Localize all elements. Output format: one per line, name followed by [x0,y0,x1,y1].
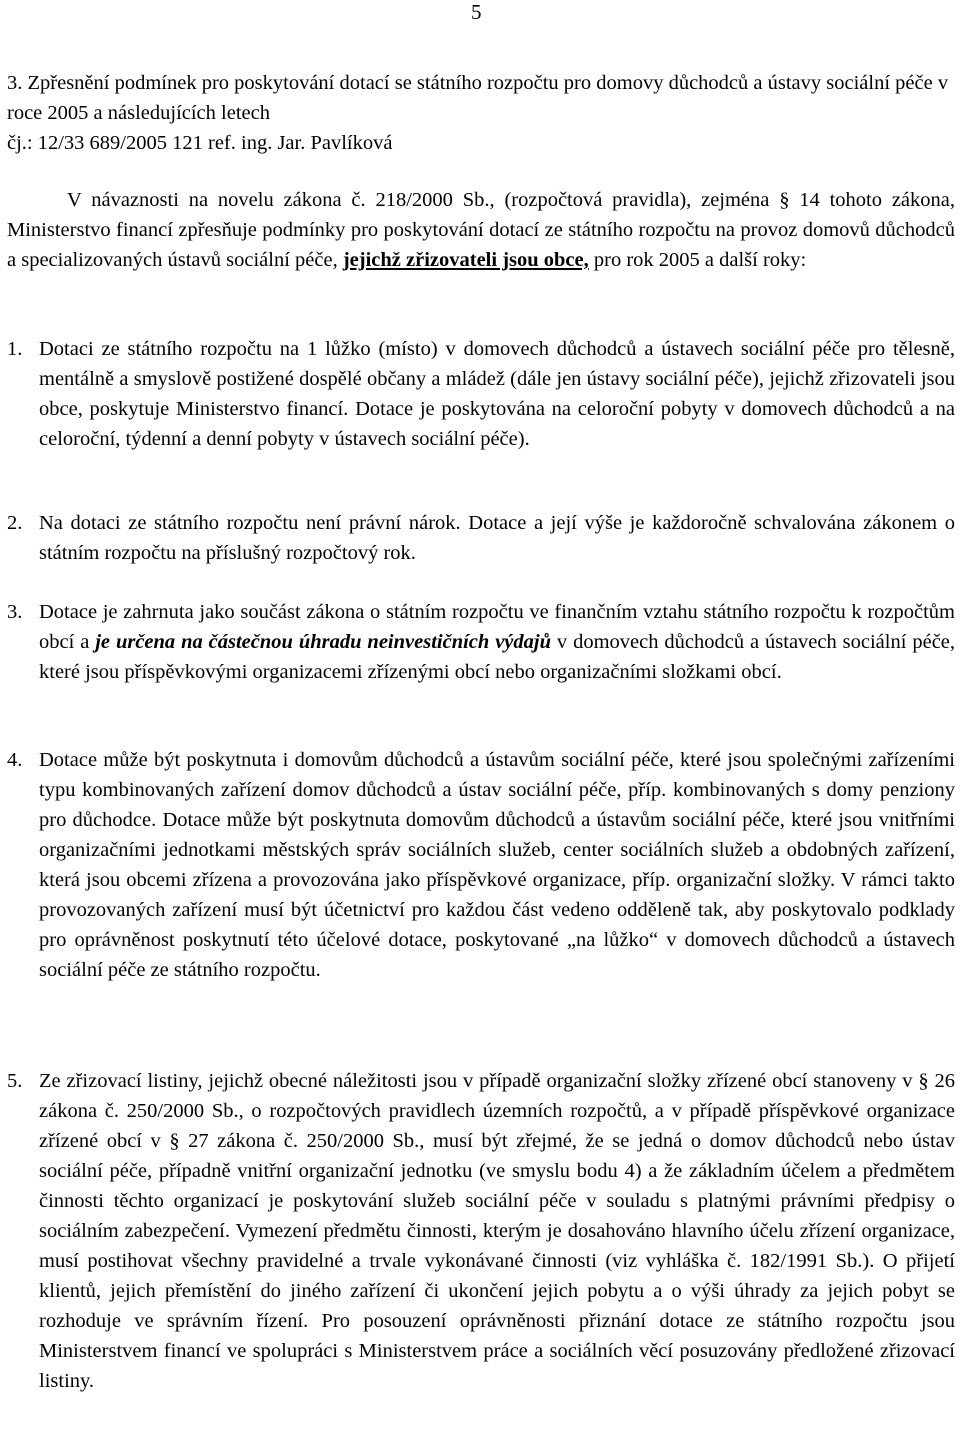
intro-paragraph [7,185,955,275]
item-text: Dotace může být poskytnuta i domovům důchodců a ústavům sociální péče, které jsou společnými zařízeními typu kombinovaných zařízení domov důchodců a ústav sociální péče, příp. kombinovaných s domy penziony pro důchodce. Dotace může být poskytnuta domovům důchodců a ústavům sociální péče, které jsou vnitřními organizačními jednotkami městských správ sociálních služeb, center sociálních služeb a obdobných zařízení, která jsou obcemi zřízena a provozována jako příspěvkové organizace, příp. organizační složky. V rámci takto provozovaných zařízení musí být účetnictví pro každou část vedeno odděleně tak, aby poskytovalo podklady pro oprávněnost poskytnutí této účelové dotace, poskytované „na lůžko“ v domovech důchodců a ústavech sociální péče ze státního rozpočtu. [39,749,955,981]
item-number: 3. [7,601,23,623]
item-number: 4. [7,749,23,771]
item-text: Dotaci ze státního rozpočtu na 1 lůžko (místo) v domovech důchodců a ústavech sociální péče pro tělesně, mentálně a smyslově postižené dospělé občany a mládež (dále jen ústavy sociální péče), jejichž zřizovateli jsou obce, poskytuje Ministerstvo financí. Dotace je poskytována na celoroční pobyty v domovech důchodců a na celoroční, týdenní a denní pobyty v ústavech sociální péče). [39,338,955,450]
item-number: 5. [7,1070,23,1092]
intro-tail: pro rok 2005 a další roky: [588,249,807,271]
item-text-after: v domovech důchodců a ústavech sociální péče, které jsou příspěvkovými organizacemi zřízenými obcí nebo organizačními složkami obcí. [39,631,956,683]
item-number: 1. [7,338,23,360]
intro-lead: V návaznosti na novelu zákona č. 218/2000 Sb., (rozpočtová pravidla), zejména § 14 tohoto zákona, Ministerstvo financí zpřesňuje podmínky pro poskytování dotací ze státního rozpočtu na provoz domovů důchodců a specializovaných ústavů sociální péče, [7,189,955,271]
numbered-item-1 [7,334,955,454]
numbered-item-2 [7,508,955,568]
page-number: 5 [471,0,482,24]
section-heading [7,68,955,158]
numbered-item-4 [7,745,955,985]
item-text: Ze zřizovací listiny, jejichž obecné náležitosti jsou v případě organizační složky zřízené obcí stanoveny v § 26 zákona č. 250/2000 Sb., o rozpočtových pravidlech územních rozpočtů, a v případě příspěvkové organizace zřízené obcí v § 27 zákona č. 250/2000 Sb., musí být zřejmé, že se jedná o domov důchodců nebo ústav sociální péče, případně vnitřní organizační jednotku (ve smyslu bodu 4) a že základním účelem a předmětem činnosti těchto organizací je poskytování služeb sociální péče v souladu s platnými právními předpisy o sociálním zabezpečení. Vymezení předmětu činnosti, kterým je dosahováno hlavního účelu zřízení organizace, musí postihovat všechny pravidelné a trvale vykonávané činnosti (viz vyhláška č. 182/1991 Sb.). O přijetí klientů, jejich přemístění do jiného zařízení či ukončení jejich pobytu a o výši úhrady za jejich pobyt se rozhoduje ve správním řízení. Pro posouzení oprávněnosti přiznání dotace ze státního rozpočtu jsou Ministerstvem financí ve spolupráci s Ministerstvem práce a sociálních věcí posuzovány předložené zřizovací listiny. [39,1070,955,1392]
item-number: 2. [7,512,23,534]
item-text-before: Dotace je zahrnuta jako součást zákona o státním rozpočtu ve finančním vztahu státního rozpočtu k rozpočtům obcí a [39,601,955,653]
intro-emphasis: jejichž zřizovateli jsou obce, [342,249,589,271]
numbered-item-5 [7,1066,955,1396]
section-title: 3. Zpřesnění podmínek pro poskytování dotací se státního rozpočtu pro domovy důchodců a ústavy sociální péče v roce 2005 a následujících letech [7,72,949,124]
item-emphasis: je určena na částečnou úhradu neinvestičních výdajů [95,631,552,653]
item-text: Na dotaci ze státního rozpočtu není právní nárok. Dotace a její výše je každoročně schvalována zákonem o státním rozpočtu na příslušný rozpočtový rok. [39,512,955,564]
reference-line: čj.: 12/33 689/2005 121 ref. ing. Jar. Pavlíková [7,132,393,154]
item-text [39,597,955,687]
numbered-item-3 [7,597,955,687]
